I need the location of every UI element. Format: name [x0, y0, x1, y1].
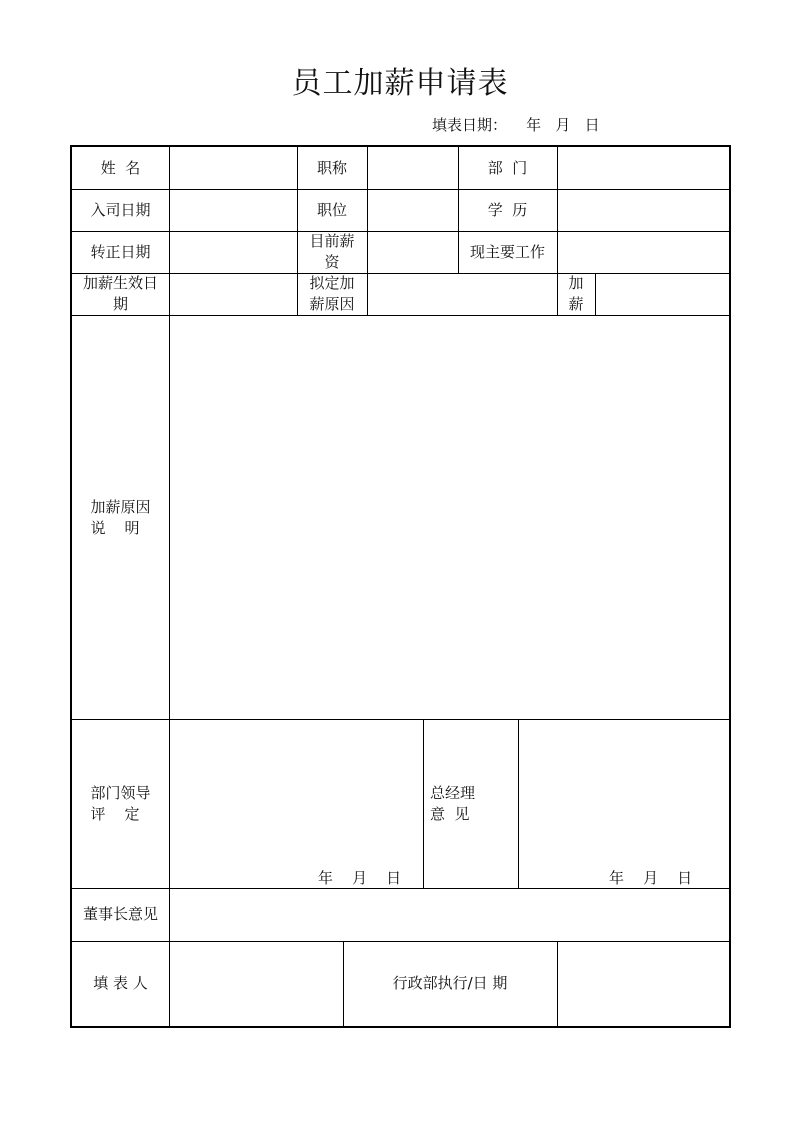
dept-leader-label: 部门领导 评 定 [90, 784, 151, 823]
chairman-label: 董事长意见 [82, 905, 158, 923]
fill-date-line: 填表日期： 年 月 日 [432, 116, 600, 134]
page-title: 员工加薪申请表 [291, 66, 509, 101]
title-rank-label: 职称 [316, 158, 347, 177]
reason-field[interactable] [170, 316, 729, 719]
confirm-date-label: 转正日期 [90, 242, 151, 261]
hire-date-label: 入司日期 [90, 200, 151, 219]
proposed-reason-field[interactable] [368, 273, 557, 315]
gm-label-cell [424, 720, 518, 888]
current-salary-field[interactable] [368, 231, 458, 273]
gm-opinion-field[interactable] [519, 720, 729, 888]
education-field[interactable] [558, 189, 729, 231]
name-field[interactable] [170, 147, 297, 189]
chairman-field[interactable] [170, 888, 729, 941]
admin-exec-field[interactable] [558, 941, 729, 1026]
reason-label: 加薪原因 说 明 [90, 497, 151, 537]
confirm-date-field[interactable] [170, 231, 297, 273]
name-label: 姓 名 [100, 158, 141, 177]
department-label: 部 门 [487, 158, 528, 177]
title-rank-field[interactable] [368, 147, 458, 189]
department-field[interactable] [558, 147, 729, 189]
admin-exec-label: 行政部执行/日 期 [392, 974, 508, 992]
current-work-label: 现主要工作 [469, 242, 545, 261]
gm-opinion-label: 总经理 意 见 [430, 784, 476, 823]
filler-field[interactable] [170, 941, 343, 1026]
current-work-field[interactable] [558, 231, 729, 273]
position-label: 职位 [316, 200, 347, 219]
effective-date-label: 加薪生效日 期 [82, 274, 158, 313]
dept-leader-date: 年 月 日 [318, 869, 402, 887]
dept-leader-label-cell [72, 720, 169, 888]
effective-date-field[interactable] [170, 273, 297, 315]
hire-date-field[interactable] [170, 189, 297, 231]
position-field[interactable] [368, 189, 458, 231]
dept-leader-field[interactable] [170, 720, 423, 888]
reason-label-cell [72, 316, 169, 719]
education-label: 学 历 [487, 200, 528, 219]
gm-date: 年 月 日 [609, 869, 693, 887]
current-salary-label: 目前薪 资 [309, 232, 355, 271]
raise-field[interactable] [596, 273, 729, 315]
salary-raise-form [70, 145, 731, 1028]
filler-label: 填 表 人 [93, 974, 148, 992]
raise-label: 加 薪 [568, 274, 584, 313]
proposed-reason-label: 拟定加 薪原因 [309, 274, 355, 313]
